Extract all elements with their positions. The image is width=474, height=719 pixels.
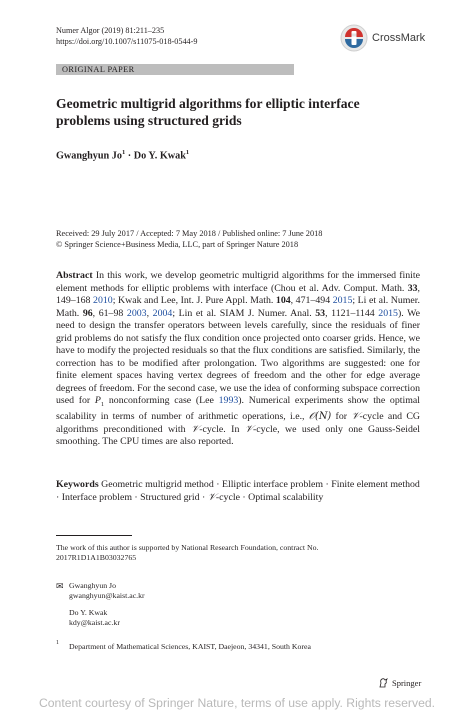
author-separator: · [125, 150, 134, 162]
affiliation-marker: 1 [121, 149, 126, 156]
courtesy-watermark: Content courtesy of Springer Nature, terms of use apply. Rights reserved. [38, 696, 436, 710]
abstract-text: In this work, we develop geometric multigrid algorithms for the immersed finite element methods for elliptic problems with interface (Chou et al. Adv. Comput. Math. [56, 270, 420, 294]
abstract-text: , 149–168 [56, 282, 420, 306]
doi-link[interactable]: https://doi.org/10.1007/s11075-018-0544-9 [56, 36, 198, 46]
funding-footnote: The work of this author is supported by National Research Foundation, contract No. 2017R1D1A1B03032765 [56, 543, 319, 562]
contact-name: Do Y. Kwak [69, 608, 108, 617]
journal-header [56, 26, 197, 47]
publication-history [56, 229, 322, 250]
contact-email[interactable]: kdy@kaist.ac.kr [69, 618, 120, 627]
abstract-text: ). Numerical experiments show the optimal scalability in terms of number of arithmetic operations, i.e., [56, 395, 420, 423]
publisher-logo [378, 677, 421, 688]
affiliation-text: Department of Mathematical Sciences, KAIST, Daejeon, 34341, South Korea [69, 642, 311, 651]
abstract-text: , 61–98 [92, 307, 127, 319]
abstract-text: -cycle and CG algorithms preconditioned with [56, 411, 420, 435]
abstract-label: Abstract [56, 270, 93, 281]
volume-number: 33 [407, 282, 418, 294]
citation-link[interactable]: 1993 [218, 395, 239, 406]
abstract-text: -cycle, we used only one Gauss-Seidel smoothing. The CPU times are also reported. [56, 423, 420, 448]
math-symbol: 𝒱 [191, 423, 200, 435]
keywords-section [56, 479, 420, 504]
abstract-text: ; Kwak and Lee, Int. J. Pure Appl. Math. [112, 295, 276, 306]
affiliation-marker: 1 [185, 149, 190, 156]
abstract-text: , [146, 307, 153, 319]
crossmark-label: CrossMark [372, 32, 426, 44]
abstract-text: ; Li et al. Numer. Math. [56, 295, 420, 319]
contact-block [69, 581, 145, 601]
abstract-text: for [331, 411, 352, 423]
journal-citation: Numer Algor (2019) 81:211–235 [56, 26, 165, 35]
citation-link[interactable]: 2003 [126, 307, 147, 319]
volume-number: 96 [82, 307, 93, 319]
math-subscript: 1 [100, 400, 105, 408]
math-symbol: P [94, 395, 101, 406]
abstract-section [56, 270, 420, 449]
math-symbol: 𝒱 [207, 491, 216, 503]
keywords-text: -cycle · Optimal scalability [215, 491, 324, 503]
abstract-text: -cycle. In [199, 423, 245, 435]
section-label: ORIGINAL PAPER [62, 64, 135, 74]
abstract-text: , 1121–1144 [325, 307, 379, 319]
footnote-divider [56, 535, 132, 536]
citation-link[interactable]: 2015 [378, 307, 398, 319]
volume-number: 104 [275, 295, 291, 306]
abstract-text: ). We need to design the transfer operators between levels carefully, since the residuals of finer grid problems do not satisfy the flux condition once projected onto coarser grids. Hence, we have to modify the projected residuals so that the flux conditions are satisfied. Similarly, the correction has to be modified after prolongation. Two algorithms are suggested: one for finite element spaces having vertex degrees of freedom and the other for edge average degrees of freedom. For the second case, we use the idea of conforming subspace correction used for [56, 307, 420, 406]
citation-link[interactable]: 2015 [332, 295, 353, 306]
keywords-label: Keywords [56, 479, 99, 490]
citation-link[interactable]: 2004 [152, 307, 173, 319]
math-symbol: 𝒪(N) [308, 411, 332, 423]
abstract-text: , 471–494 [290, 295, 333, 306]
author-name[interactable]: Do Y. Kwak [133, 150, 186, 162]
section-bar [56, 64, 294, 75]
math-symbol: 𝒱 [351, 411, 360, 423]
abstract-text: nonconforming case (Lee [104, 395, 219, 406]
affiliation-number: 1 [56, 640, 59, 646]
contact-name: Gwanghyun Jo [69, 581, 116, 590]
citation-link[interactable]: 2010 [93, 295, 113, 306]
crossmark-icon [340, 24, 368, 52]
author-name[interactable]: Gwanghyun Jo [56, 150, 122, 162]
volume-number: 53 [315, 307, 326, 319]
crossmark-badge[interactable] [340, 24, 425, 52]
contact-email[interactable]: gwanghyun@kaist.ac.kr [69, 591, 145, 600]
dates-line: Received: 29 July 2017 / Accepted: 7 May 2018 / Published online: 7 June 2018 [56, 229, 323, 238]
mail-icon: ✉ [56, 581, 64, 591]
abstract-text: ; Lin et al. SIAM J. Numer. Anal. [172, 307, 316, 319]
author-line [56, 149, 189, 161]
contact-block [69, 608, 120, 628]
copyright-line: © Springer Science+Business Media, LLC, part of Springer Nature 2018 [56, 239, 299, 249]
keywords-text: Geometric multigrid method · Elliptic interface problem · Finite element method · Interface problem · Structured grid · [56, 479, 420, 503]
paper-title: Geometric multigrid algorithms for elliptic interface problems using structured grids [56, 96, 360, 128]
math-symbol: 𝒱 [244, 423, 254, 435]
springer-horse-icon [378, 677, 389, 688]
publisher-name: Springer [392, 677, 422, 688]
